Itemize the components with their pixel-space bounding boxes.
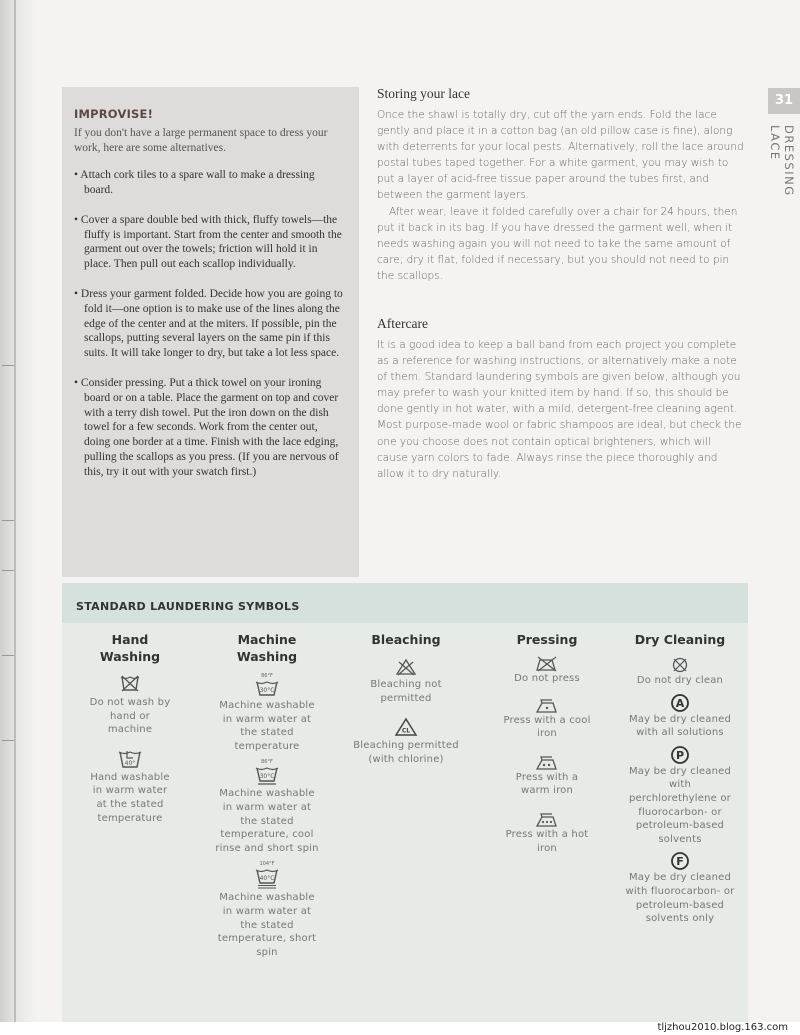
dry-clean-a-item [624, 693, 736, 740]
chlorine-label: CL [401, 727, 411, 735]
hand-wash-label: Hand washable in warm water at the stated temperature [90, 771, 170, 824]
press-cool-label: Press with a cool iron [503, 714, 591, 740]
pressing-column [502, 631, 592, 855]
machine-washing-title [212, 631, 322, 665]
dry-cleaning-column [624, 631, 736, 926]
laundering-header [62, 583, 748, 623]
machine-wash-small-temp: 86°F [261, 759, 273, 766]
do-not-dry-clean-label: Do not dry clean [636, 675, 724, 686]
machine-wash-label: Machine washable in warm water at the stated temperature, short spin [217, 892, 317, 958]
dry-clean-f-label: May be dry cleaned with fluorocarbon- or petroleum-based solvents only [625, 872, 735, 925]
press-warm-label: Press with a warm iron [515, 771, 579, 797]
do-not-dry-clean-item [624, 656, 736, 688]
iron-warm-icon [534, 755, 560, 771]
watermark-text: tljzhou2010.blog.163.com [657, 1022, 788, 1033]
dry-clean-f-icon [670, 851, 690, 871]
dry-clean-a-icon [670, 693, 690, 713]
spine-mark [2, 655, 14, 656]
bleaching-not-permitted-label: Bleaching not permitted [370, 679, 442, 704]
bleaching-not-permitted-item [350, 658, 462, 705]
press-hot-item [502, 812, 592, 855]
dry-clean-p-letter: P [675, 748, 685, 762]
dry-clean-p-icon [670, 745, 690, 765]
spine-mark [2, 570, 14, 571]
do-not-wash-item [80, 673, 180, 737]
improvise-bullet: • Consider pressing. Put a thick towel on your ironing board or on a table. Place the garment on top and cover with a terry dish towel. Put the iron down on the dish towel for a few seconds. Work from the center out, doing one border at a time. Finish with the lace edging, pulling the scallops as you press. (If you are nervous of this, try it out with your swatch first.) [74, 376, 339, 478]
spine-line [14, 0, 16, 1035]
machine-wash-temp: 30°C [259, 773, 275, 781]
hand-washing-title [80, 631, 180, 665]
machine-wash-item [212, 759, 322, 855]
chapter-title: DRESSING LACE [768, 125, 796, 197]
iron-cool-icon [534, 698, 560, 714]
do-not-wash-icon [119, 673, 141, 693]
do-not-dry-clean-icon [671, 656, 689, 674]
hand-washing-column [80, 631, 180, 825]
machine-wash-small-temp: 104°F [259, 861, 275, 868]
dry-clean-a-letter: A [675, 696, 685, 710]
bleach-chlorine-icon [394, 717, 418, 737]
machine-wash-small-temp: 86°F [261, 673, 273, 679]
spine-mark [2, 520, 14, 521]
hand-washing-title-line1: Hand [111, 632, 149, 647]
machine-washing-column [212, 631, 322, 959]
machine-wash-label: Machine washable in warm water at the stated temperature [219, 700, 315, 752]
improvise-intro: If you don't have a large permanent space to dress your work, here are some alternatives. [74, 127, 328, 154]
improvise-bullet: • Dress your garment folded. Decide how you are going to fold it—one option is to make use of the lines along the edge of the center and at the miters. If possible, pin the scallops, putting several layers on the same pin if this suits. It will take longer to dry, but take a lot less space. [74, 287, 343, 360]
laundering-symbols-panel [62, 583, 748, 1023]
machine-wash-icon [254, 765, 280, 785]
machine-washing-title-line1: Machine [237, 632, 297, 647]
do-not-press-icon [534, 656, 560, 672]
bleaching-column [350, 631, 462, 766]
press-cool-item [502, 698, 592, 741]
do-not-press-label: Do not press [514, 673, 580, 684]
hand-wash-temp: 40° [124, 759, 136, 767]
hand-washing-title-line2: Washing [99, 649, 161, 664]
laundering-title: STANDARD LAUNDERING SYMBOLS [76, 600, 300, 613]
machine-wash-icon [254, 679, 280, 697]
storing-title: Storing your lace [377, 86, 470, 101]
improvise-bullet: • Cover a spare double bed with thick, fluffy towels—the fluffy is important. Start from the center and smooth the garment out over the towels; friction will hold it in place. Then pull out each scallop individually. [74, 213, 342, 271]
hand-wash-item [80, 747, 180, 825]
dry-clean-f-letter: F [676, 855, 684, 869]
dry-clean-p-item [624, 745, 736, 847]
machine-wash-temp: 40°C [259, 875, 275, 883]
spine-mark [2, 740, 14, 741]
do-not-wash-label: Do not wash by hand or machine [89, 697, 171, 736]
spine-mark [2, 365, 14, 366]
machine-wash-temp: 30°C [259, 687, 275, 694]
improvise-panel [62, 87, 359, 577]
press-warm-item [502, 755, 592, 798]
aftercare-paragraph: It is a good idea to keep a ball band from each project you complete as a reference for washing instructions, or alternatively make a note of them. Standard laundering symbols are given below, although you may prefer to wash your knitted item by hand. If so, this should be done gently in hot water, with a mild, detergent-free cleaning agent. Most purpose-made wool or fabric shampoos are ideal, but check the one you choose does not contain optical brighteners, which will cause yarn colors to fade. Always rinse the piece thoroughly and allow it to dry naturally. [377, 339, 742, 480]
storing-section [377, 86, 745, 284]
book-spine [0, 0, 40, 1035]
watermark-bar [0, 1022, 800, 1035]
dry-clean-p-label: May be dry cleaned with perchlorethylene or fluorocarbon- or petroleum-based solvents [628, 765, 732, 845]
no-bleach-icon [395, 658, 417, 676]
machine-wash-icon [254, 867, 280, 889]
bleaching-permitted-label: Bleaching permitted (with chlorine) [353, 740, 459, 765]
do-not-press-item [502, 656, 592, 686]
bleaching-title: Bleaching [371, 632, 441, 647]
dry-clean-a-label: May be dry cleaned with all solutions [628, 713, 732, 739]
aftercare-title: Aftercare [377, 316, 428, 331]
dry-clean-f-item [624, 851, 736, 925]
pressing-title: Pressing [516, 632, 578, 647]
bleaching-permitted-item [350, 717, 462, 766]
aftercare-section [377, 316, 745, 482]
page-number: 31 [768, 88, 800, 114]
press-hot-label: Press with a hot iron [505, 828, 589, 854]
machine-wash-item [212, 673, 322, 753]
improvise-title: IMPROVISE! [74, 107, 154, 121]
machine-washing-title-line2: Washing [236, 649, 298, 664]
improvise-bullet: • Attach cork tiles to a spare wall to make a dressing board. [74, 169, 315, 196]
iron-hot-icon [534, 812, 560, 828]
storing-paragraph-1: Once the shawl is totally dry, cut off the yarn ends. Fold the lace gently and place it in a cotton bag (an old pillow case is fine), along with deterrents for your local pests. Alternatively, roll the lace around postal tubes taped together. For a white garment, you may wish to put a layer of acid-free tissue paper around the tubes first, and between the garment layers. [377, 109, 744, 202]
hand-wash-icon [117, 747, 143, 769]
storing-paragraph-2: After wear, leave it folded carefully over a chair for 24 hours, then put it back in its bag. If you have dressed the garment well, when it needs washing again you will not need to take the same amount of care; dry it flat, folded if necessary, but you should not need to pin the scallops. [377, 205, 738, 282]
machine-wash-label: Machine washable in warm water at the stated temperature, cool rinse and short spin [215, 788, 319, 854]
machine-wash-item [212, 861, 322, 959]
dry-cleaning-title: Dry Cleaning [634, 632, 726, 647]
